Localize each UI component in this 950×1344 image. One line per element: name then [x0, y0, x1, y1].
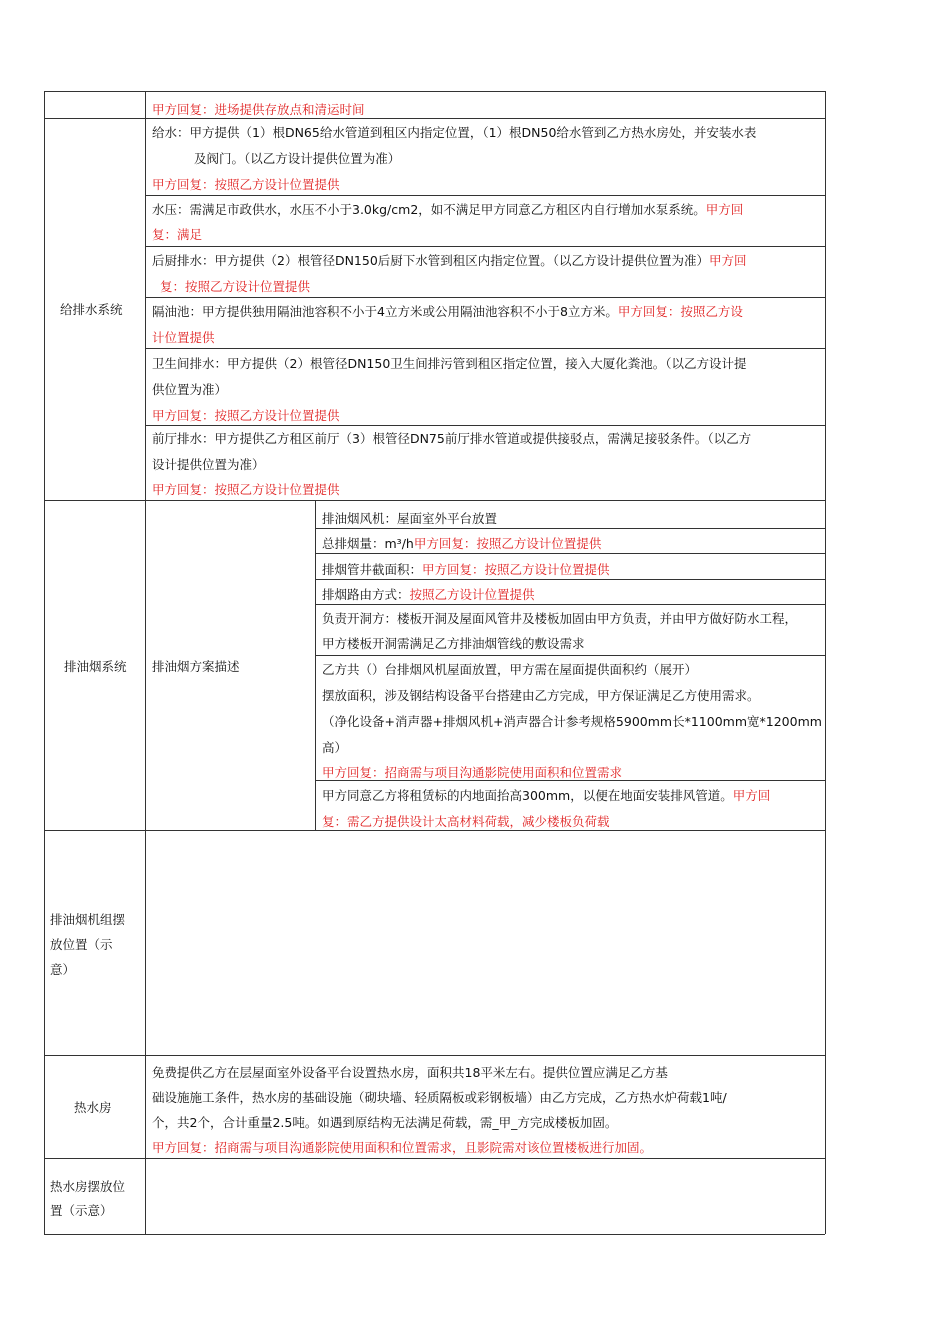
exhaust-route-reply: 按照乙方设计位置提供	[409, 587, 535, 602]
row-line	[44, 1055, 825, 1056]
exhaust-shaft-text: 排烟管井截面积：	[322, 562, 423, 577]
kitchen-drain-reply-start: 甲方回	[709, 253, 747, 268]
kitchen-drain-text: 后厨排水：甲方提供（2）根管径DN150后厨下水管到租区内指定位置。（以乙方设计提供位置为准）	[152, 253, 710, 268]
row-line	[44, 91, 825, 92]
exhaust-volume-row	[322, 531, 601, 557]
row-line	[44, 1234, 825, 1235]
water-supply-line2: 及阀门。（以乙方设计提供位置为准）	[194, 151, 401, 166]
water-pressure-line1	[152, 197, 743, 223]
exhaust-placement-label-line1: 排油烟机组摆	[50, 912, 126, 927]
grease-trap-reply-start: 甲方回复：按照乙方设	[617, 304, 743, 319]
exhaust-fan-text: 排油烟风机：屋面室外平台放置	[322, 511, 498, 526]
hot-water-placement-label-line2: 置（示意）	[50, 1203, 113, 1218]
exhaust-route-row	[322, 582, 535, 608]
hot-water-room-label: 热水房	[74, 1100, 112, 1115]
kitchen-drain-line1	[152, 248, 747, 274]
water-system-label: 给排水系统	[60, 302, 123, 317]
grease-trap-reply-end: 计位置提供	[152, 330, 215, 345]
toilet-drain-line2: 供位置为准）	[152, 382, 228, 397]
grease-trap-text: 隔油池：甲方提供独用隔油池容积不小于4立方米或公用隔油池容积不小于8立方米。	[152, 304, 618, 319]
exhaust-plan-label: 排油烟方案描述	[152, 659, 240, 674]
table-border-left	[44, 91, 45, 1234]
exhaust-route-text: 排烟路由方式：	[322, 587, 410, 602]
fan-units-line3: （净化设备+消声器+排烟风机+消声器合计参考规格5900mm长*1100mm宽*1200mm	[322, 714, 822, 729]
floor-raise-line1	[322, 783, 770, 809]
table-border-right	[825, 91, 826, 1234]
lobby-drain-line2: 设计提供位置为准）	[152, 457, 265, 472]
hot-water-line3: 个，共2个，合计重量2.5吨。如遇到原结构无法满足荷载，需_甲_方完成楼板加固。	[152, 1115, 618, 1130]
column-divider-1	[145, 91, 146, 1234]
hot-water-placement-label-line1: 热水房摆放位	[50, 1179, 126, 1194]
water-pressure-reply-end: 复：满足	[152, 227, 203, 242]
exhaust-placement-label-line2: 放位置（示	[50, 937, 113, 952]
hot-water-line1: 免费提供乙方在层屋面室外设备平台设置热水房，面积共18平米左右。提供位置应满足乙方基	[152, 1065, 668, 1080]
row-line	[145, 246, 825, 247]
lobby-drain-reply: 甲方回复：按照乙方设计位置提供	[152, 482, 340, 497]
floor-raise-reply-end: 复：需乙方提供设计太高材料荷载，减少楼板负荷载	[322, 814, 610, 829]
floor-raise-reply-start: 甲方回	[732, 788, 771, 803]
exhaust-system-label: 排油烟系统	[64, 659, 127, 674]
row-line	[145, 348, 825, 349]
lobby-drain-line1: 前厅排水：甲方提供乙方租区前厅（3）根管径DN75前厅排水管道或提供接驳点，需满足接驳条件。（以乙方	[152, 431, 752, 446]
water-supply-reply: 甲方回复：按照乙方设计位置提供	[152, 177, 340, 192]
hot-water-reply: 甲方回复：招商需与项目沟通影院使用面积和位置需求，且影院需对该位置楼板进行加固。	[152, 1140, 653, 1155]
row0-reply: 甲方回复：进场提供存放点和清运时间	[152, 102, 365, 117]
toilet-drain-reply: 甲方回复：按照乙方设计位置提供	[152, 408, 340, 423]
opening-party-line1: 负责开洞方：楼板开洞及屋面风管井及楼板加固由甲方负责，并由甲方做好防水工程，	[322, 611, 798, 626]
kitchen-drain-reply-end: 复：按照乙方设计位置提供	[160, 279, 311, 294]
exhaust-placement-label-line3: 意）	[50, 962, 76, 977]
exhaust-volume-reply: 甲方回复：按照乙方设计位置提供	[413, 536, 602, 551]
exhaust-shaft-reply: 甲方回复：按照乙方设计位置提供	[422, 562, 610, 577]
floor-raise-text: 甲方同意乙方将租赁标的内地面抬高300mm，以便在地面安装排风管道。	[322, 788, 733, 803]
fan-units-line1: 乙方共（）台排烟风机屋面放置，甲方需在屋面提供面积约（展开）	[322, 662, 698, 677]
water-pressure-text: 水压：需满足市政供水，水压不小于3.0kg/cm2，如不满足甲方同意乙方租区内自行增加水泵系统。	[152, 202, 706, 217]
exhaust-volume-text: 总排烟量：m³/h	[322, 536, 414, 551]
water-pressure-reply-start: 甲方回	[705, 202, 744, 217]
fan-units-line4: 高）	[322, 740, 348, 755]
toilet-drain-line1: 卫生间排水：甲方提供（2）根管径DN150卫生间排污管到租区指定位置，接入大厦化粪池。（以乙方设计提	[152, 356, 747, 371]
hot-water-line2: 础设施施工条件，热水房的基础设施（砌块墙、轻质隔板或彩钢板墙）由乙方完成，乙方热水炉荷载1吨/	[152, 1090, 727, 1105]
fan-units-line2: 摆放面积，涉及钢结构设备平台搭建由乙方完成，甲方保证满足乙方使用需求。	[322, 688, 760, 703]
exhaust-shaft-row	[322, 557, 610, 583]
fan-units-reply: 甲方回复：招商需与项目沟通影院使用面积和位置需求	[322, 765, 623, 780]
grease-trap-line1	[152, 299, 743, 325]
opening-party-line2: 甲方楼板开洞需满足乙方排油烟管线的敷设需求	[322, 636, 585, 651]
water-supply-line1: 给水：甲方提供（1）根DN65给水管道到租区内指定位置，（1）根DN50给水管到乙方热水房处，并安装水表	[152, 125, 757, 140]
